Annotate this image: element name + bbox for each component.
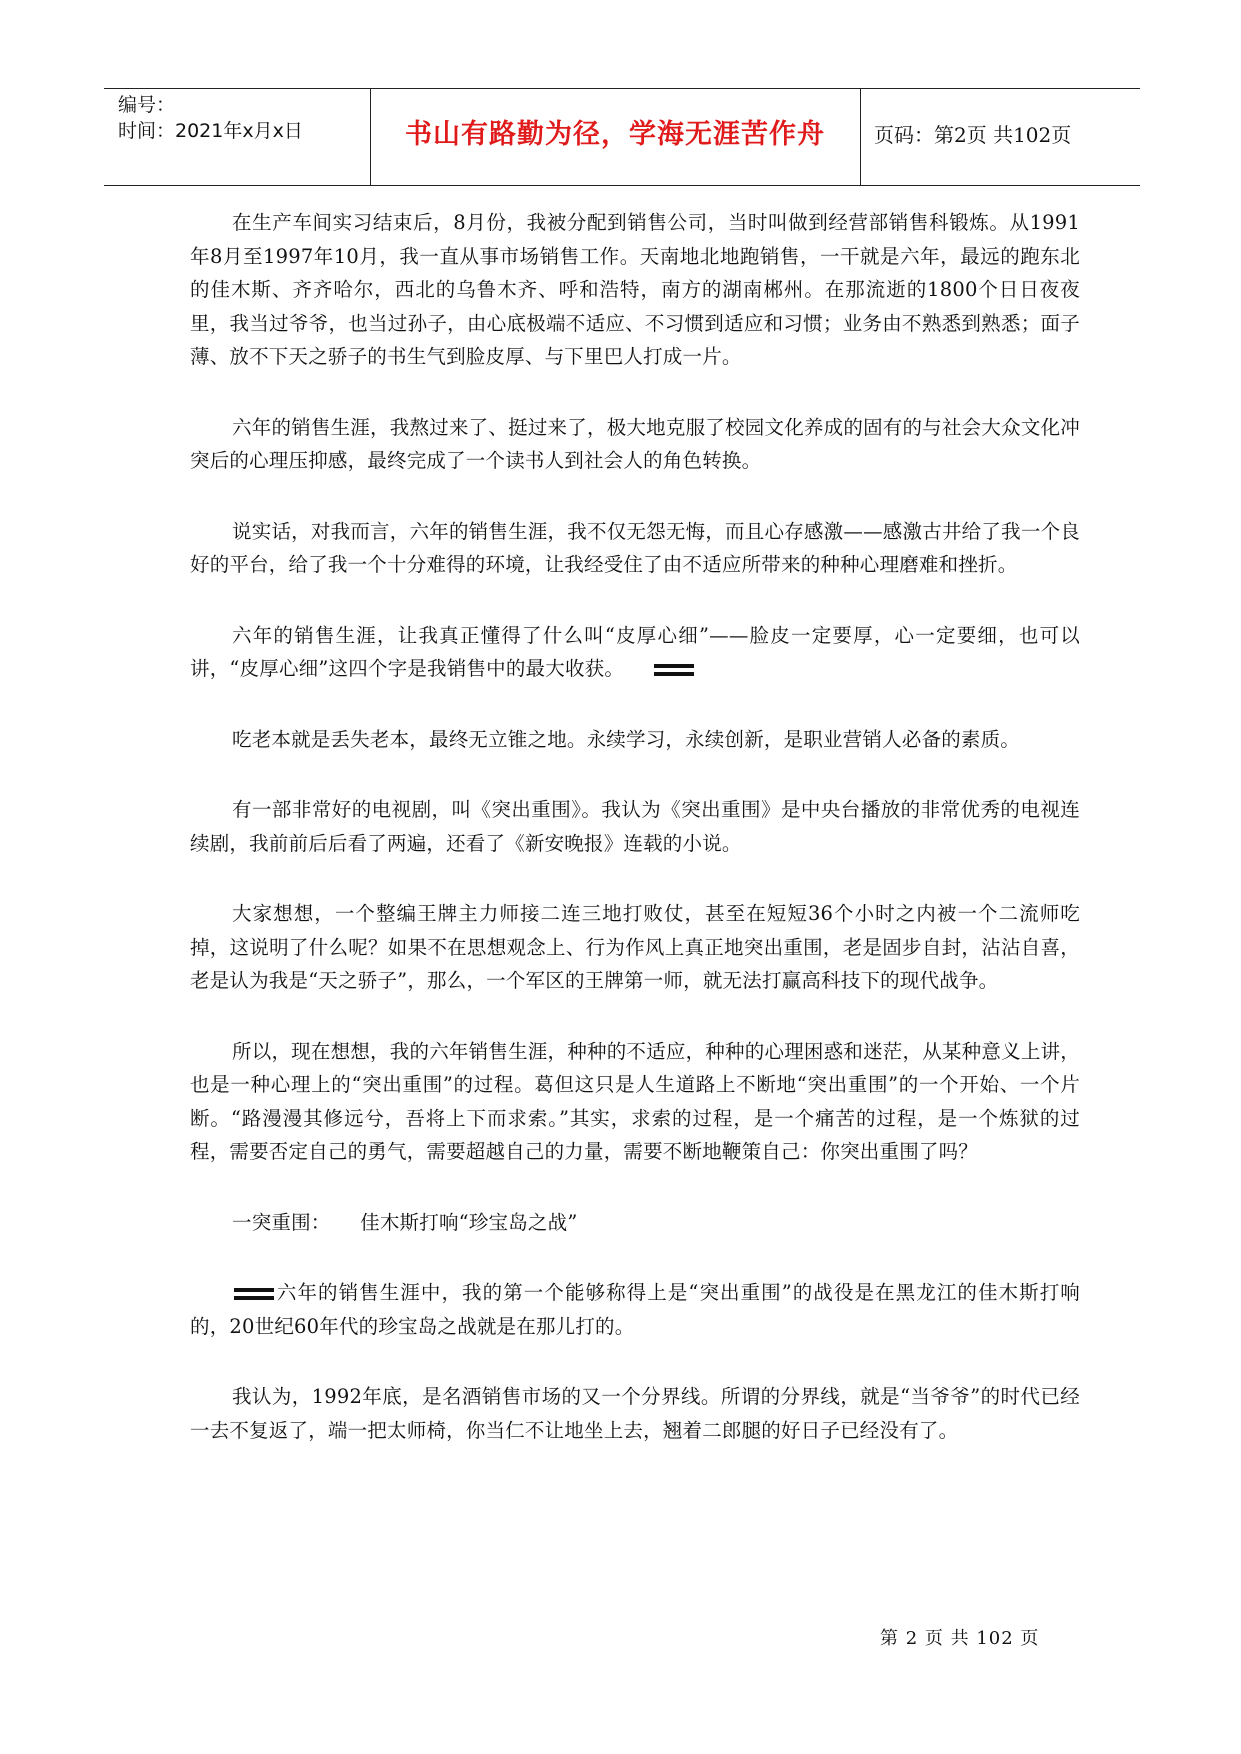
section-heading	[190, 1206, 1080, 1240]
double-bar-glyph-icon	[234, 1288, 274, 1300]
paragraph	[190, 723, 1080, 757]
paragraph-text: 六年的销售生涯，我熬过来了、挺过来了，极大地克服了校园文化养成的固有的与社会大众文化冲突后的心理压抑感，最终完成了一个读书人到社会人的角色转换。	[190, 415, 1080, 472]
section-heading-text: 一突重围： 佳木斯打响“珍宝岛之战”	[232, 1210, 578, 1234]
paragraph-text: 在生产车间实习结束后，8月份，我被分配到销售公司，当时叫做到经营部销售科锻炼。从1991年8月至1997年10月，我一直从事市场销售工作。天南地北地跑销售，一干就是六年，最远的跑东北的佳木斯、齐齐哈尔，西北的乌鲁木齐、呼和浩特，南方的湖南郴州。在那流逝的1800个日日夜夜里，我当过爷爷，也当过孙子，由心底极端不适应、不习惯到适应和习惯；业务由不熟悉到熟悉；面子薄、放不下天之骄子的书生气到脸皮厚、与下里巴人打成一片。	[190, 211, 1080, 368]
paragraph-text: 我认为，1992年底，是名酒销售市场的又一个分界线。所谓的分界线，就是“当爷爷”的时代已经一去不复返了，端一把太师椅，你当仁不让地坐上去，翘着二郎腿的好日子已经没有了。	[190, 1385, 1080, 1442]
paragraph-text: 所以，现在想想，我的六年销售生涯，种种的不适应，种种的心理困惑和迷茫，从某种意义上讲，也是一种心理上的“突出重围”的过程。葛但这只是人生道路上不断地“突出重围”的一个开始、一个片断。“路漫漫其修远兮，吾将上下而求索。”其实，求索的过程，是一个痛苦的过程，是一个炼狱的过程，需要否定自己的勇气，需要超越自己的力量，需要不断地鞭策自己：你突出重围了吗？	[190, 1039, 1080, 1163]
paragraph	[190, 619, 1080, 686]
header-page-cell	[860, 89, 1140, 185]
header-motto: 书山有路勤为径，学海无涯苦作舟	[405, 119, 825, 150]
paragraph	[190, 1276, 1080, 1343]
paragraph	[190, 515, 1080, 582]
document-body	[190, 206, 1080, 1484]
paragraph	[190, 1035, 1080, 1169]
page-footer: 第 2 页 共 102 页	[880, 1628, 1040, 1649]
paragraph	[190, 1380, 1080, 1447]
page-header	[104, 88, 1140, 186]
paragraph	[190, 793, 1080, 860]
document-number-label: 编号：	[118, 94, 176, 116]
paragraph	[190, 206, 1080, 374]
double-bar-glyph-icon	[654, 664, 694, 676]
paragraph	[190, 897, 1080, 998]
header-motto-cell	[370, 89, 861, 185]
header-page-code: 页码：第2页 共102页	[874, 123, 1072, 147]
header-meta-cell	[104, 89, 371, 185]
paragraph-text: 六年的销售生涯，让我真正懂得了什么叫“皮厚心细”——脸皮一定要厚，心一定要细，也可以讲，“皮厚心细”这四个字是我销售中的最大收获。	[190, 623, 1080, 680]
paragraph-text: 吃老本就是丢失老本，最终无立锥之地。永续学习，永续创新，是职业营销人必备的素质。	[232, 727, 1021, 751]
paragraph-text: 说实话，对我而言，六年的销售生涯，我不仅无怨无悔，而且心存感激——感激古井给了我一个良好的平台，给了我一个十分难得的环境，让我经受住了由不适应所带来的种种心理磨难和挫折。	[190, 519, 1080, 576]
paragraph-text: 大家想想，一个整编王牌主力师接二连三地打败仗，甚至在短短36个小时之内被一个二流师吃掉，这说明了什么呢？如果不在思想观念上、行为作风上真正地突出重围，老是固步自封，沾沾自喜，老是认为我是“天之骄子”，那么，一个军区的王牌第一师，就无法打赢高科技下的现代战争。	[190, 902, 1080, 992]
paragraph-text: 有一部非常好的电视剧，叫《突出重围》。我认为《突出重围》是中央台播放的非常优秀的电视连续剧，我前前后后看了两遍，还看了《新安晚报》连载的小说。	[190, 798, 1080, 855]
paragraph	[190, 411, 1080, 478]
document-time-label: 时间：2021年x月x日	[118, 120, 303, 142]
paragraph-text: 六年的销售生涯中，我的第一个能够称得上是“突出重围”的战役是在黑龙江的佳木斯打响的，20世纪60年代的珍宝岛之战就是在那儿打的。	[190, 1281, 1080, 1338]
